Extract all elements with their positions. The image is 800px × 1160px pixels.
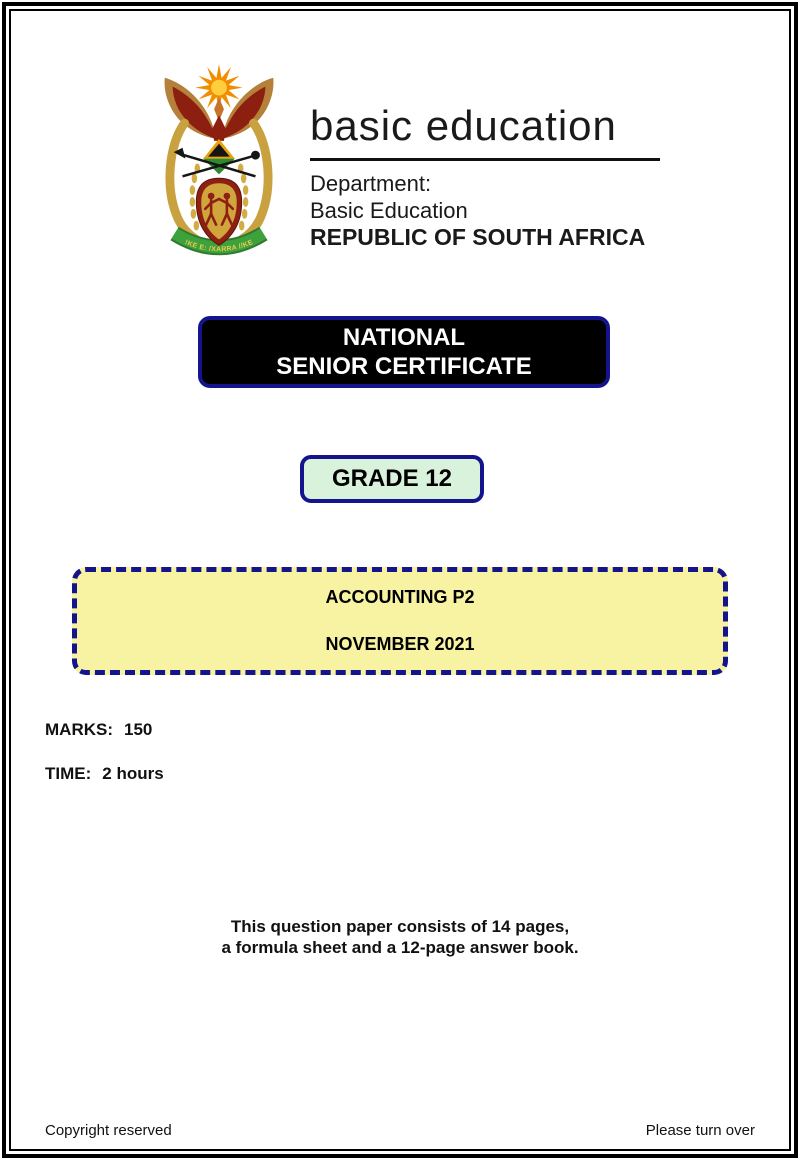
shield-icon: [196, 178, 241, 245]
marks-value: 150: [124, 720, 153, 739]
wordmark: basic education: [310, 102, 617, 149]
paper-contents-note: [0, 916, 800, 958]
paper-contents-line2: a formula sheet and a 12-page answer book.: [221, 938, 579, 957]
copyright-notice: Copyright reserved: [45, 1122, 172, 1139]
exam-details: [45, 720, 164, 808]
time-label: TIME:: [45, 764, 92, 783]
certificate-banner-line2: SENIOR CERTIFICATE: [276, 353, 532, 380]
grade-badge: GRADE 12: [300, 455, 484, 503]
page-footer: [45, 1122, 755, 1139]
marks-label: MARKS:: [45, 720, 113, 739]
subject-title: ACCOUNTING P2: [325, 587, 475, 607]
turn-over-notice: Please turn over: [645, 1122, 755, 1139]
sun-core: [211, 80, 227, 96]
department-name: Basic Education: [310, 198, 468, 223]
country-name: REPUBLIC OF SOUTH AFRICA: [310, 224, 646, 250]
paper-contents-line1: This question paper consists of 14 pages,: [230, 917, 570, 936]
bird-head: [212, 97, 226, 140]
south-africa-coat-of-arms-icon: [145, 60, 293, 269]
certificate-banner-line1: NATIONAL: [342, 324, 466, 351]
department-header: [310, 103, 660, 251]
certificate-banner: [198, 316, 610, 388]
marks-row: [45, 720, 164, 740]
subject-panel: [72, 567, 728, 675]
motto-text: !KE E: /XARRA //KE: [183, 239, 255, 254]
time-value: 2 hours: [102, 764, 164, 783]
department-label: Department:: [310, 171, 432, 196]
time-row: [45, 764, 164, 784]
wordmark-underline: [310, 158, 660, 161]
exam-session: NOVEMBER 2021: [325, 634, 475, 654]
